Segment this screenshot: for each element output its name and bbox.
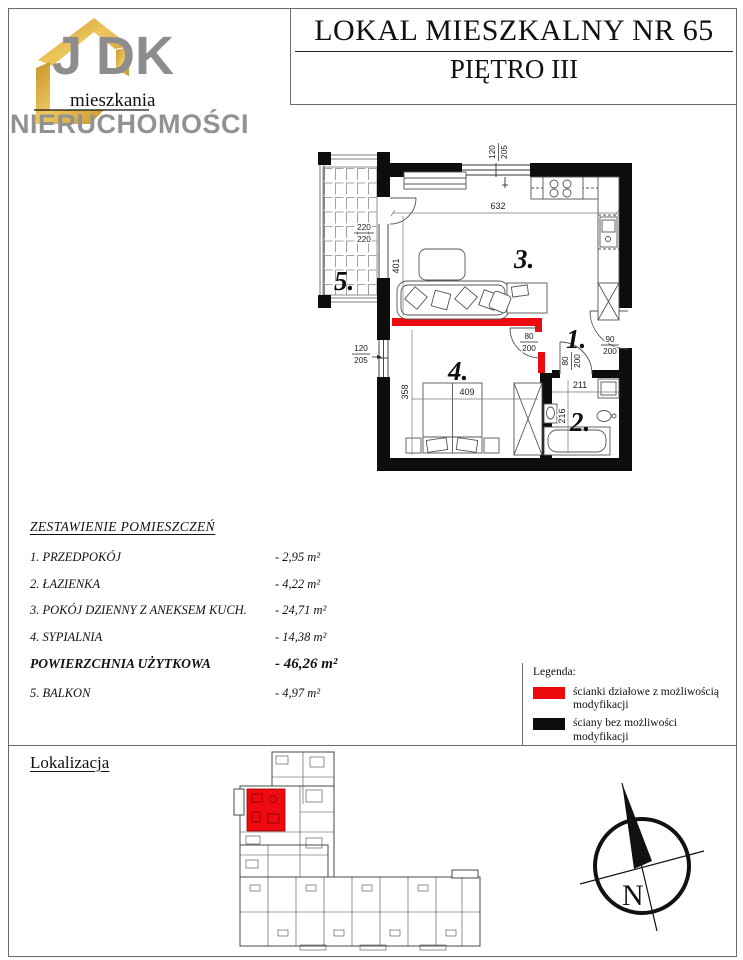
bathroom-door-label	[561, 352, 582, 370]
svg-text:90: 90	[605, 335, 615, 344]
svg-text:120: 120	[354, 344, 368, 353]
svg-text:220: 220	[357, 223, 371, 232]
legend-item: ściany bez możliwości modyfikacji	[533, 717, 733, 743]
bedroom-door-label	[520, 332, 538, 353]
legend-title: Legenda:	[533, 666, 576, 678]
building-location-plan	[225, 748, 525, 956]
compass-needle	[622, 783, 652, 869]
black-wall-swatch	[533, 718, 565, 730]
svg-text:205: 205	[500, 145, 509, 159]
room-list-row: 1. PRZEDPOKÓJ - 2,95 m²	[30, 550, 321, 564]
room-list-row: 3. POKÓJ DZIENNY Z ANEKSEM KUCH. - 24,71 m²	[30, 603, 327, 617]
bedroom-room-number: 4.	[448, 356, 469, 386]
svg-text:211: 211	[572, 380, 588, 390]
svg-text:220: 220	[357, 235, 371, 244]
room-list-total: POWIERZCHNIA UŻYTKOWA - 46,26 m²	[30, 656, 338, 672]
page-subtitle: PIĘTRO III	[449, 54, 579, 84]
logo-letter-j: J	[52, 26, 83, 86]
logo-letters-dk: DK	[96, 26, 174, 86]
legend	[533, 666, 733, 749]
living-room-number: 3.	[514, 244, 535, 274]
room-list-header: ZESTAWIENIE POMIESZCZEŃ	[30, 519, 216, 534]
room-list-row: 2. ŁAZIENKA - 4,22 m²	[30, 576, 321, 591]
top-window-label	[488, 143, 509, 161]
svg-text:80: 80	[561, 356, 570, 366]
entrance-door-label	[601, 335, 619, 356]
highlighted-unit	[247, 789, 285, 831]
legend-item: ścianki działowe z możliwością modyfikacji	[533, 686, 733, 712]
svg-text:216: 216	[557, 408, 567, 424]
svg-text:200: 200	[603, 347, 617, 356]
room-list-row: 4. SYPIALNIA - 14,38 m²	[30, 629, 327, 644]
title-box	[290, 8, 737, 105]
logo-brand: NIERUCHOMOŚCI	[10, 109, 250, 139]
svg-text:80: 80	[524, 332, 534, 341]
hall-room-number: 1.	[566, 324, 587, 354]
compass-north-label: N	[622, 879, 644, 912]
page-title: LOKAL MIESZKALNY NR 65	[295, 14, 733, 52]
svg-text:200: 200	[573, 354, 582, 368]
apartment-floorplan	[300, 140, 650, 490]
location-heading: Lokalizacja	[30, 753, 110, 772]
svg-text:401: 401	[391, 258, 401, 274]
logo-tagline: mieszkania	[70, 90, 156, 111]
room-list	[30, 518, 390, 713]
red-wall-swatch	[533, 687, 565, 699]
bedroom-window-label	[352, 344, 382, 365]
north-compass	[572, 765, 712, 945]
bath-room-number: 2.	[570, 407, 591, 437]
svg-text:632: 632	[490, 201, 506, 211]
svg-text:120: 120	[488, 145, 497, 159]
balcony-room-number: 5.	[334, 266, 355, 296]
legend-left-border	[522, 663, 523, 745]
svg-text:358: 358	[400, 384, 410, 400]
svg-text:205: 205	[354, 356, 368, 365]
company-logo	[8, 8, 288, 140]
room-list-balcony: 5. BALKON - 4,97 m²	[30, 686, 321, 700]
svg-text:409: 409	[459, 387, 475, 397]
svg-text:200: 200	[522, 344, 536, 353]
